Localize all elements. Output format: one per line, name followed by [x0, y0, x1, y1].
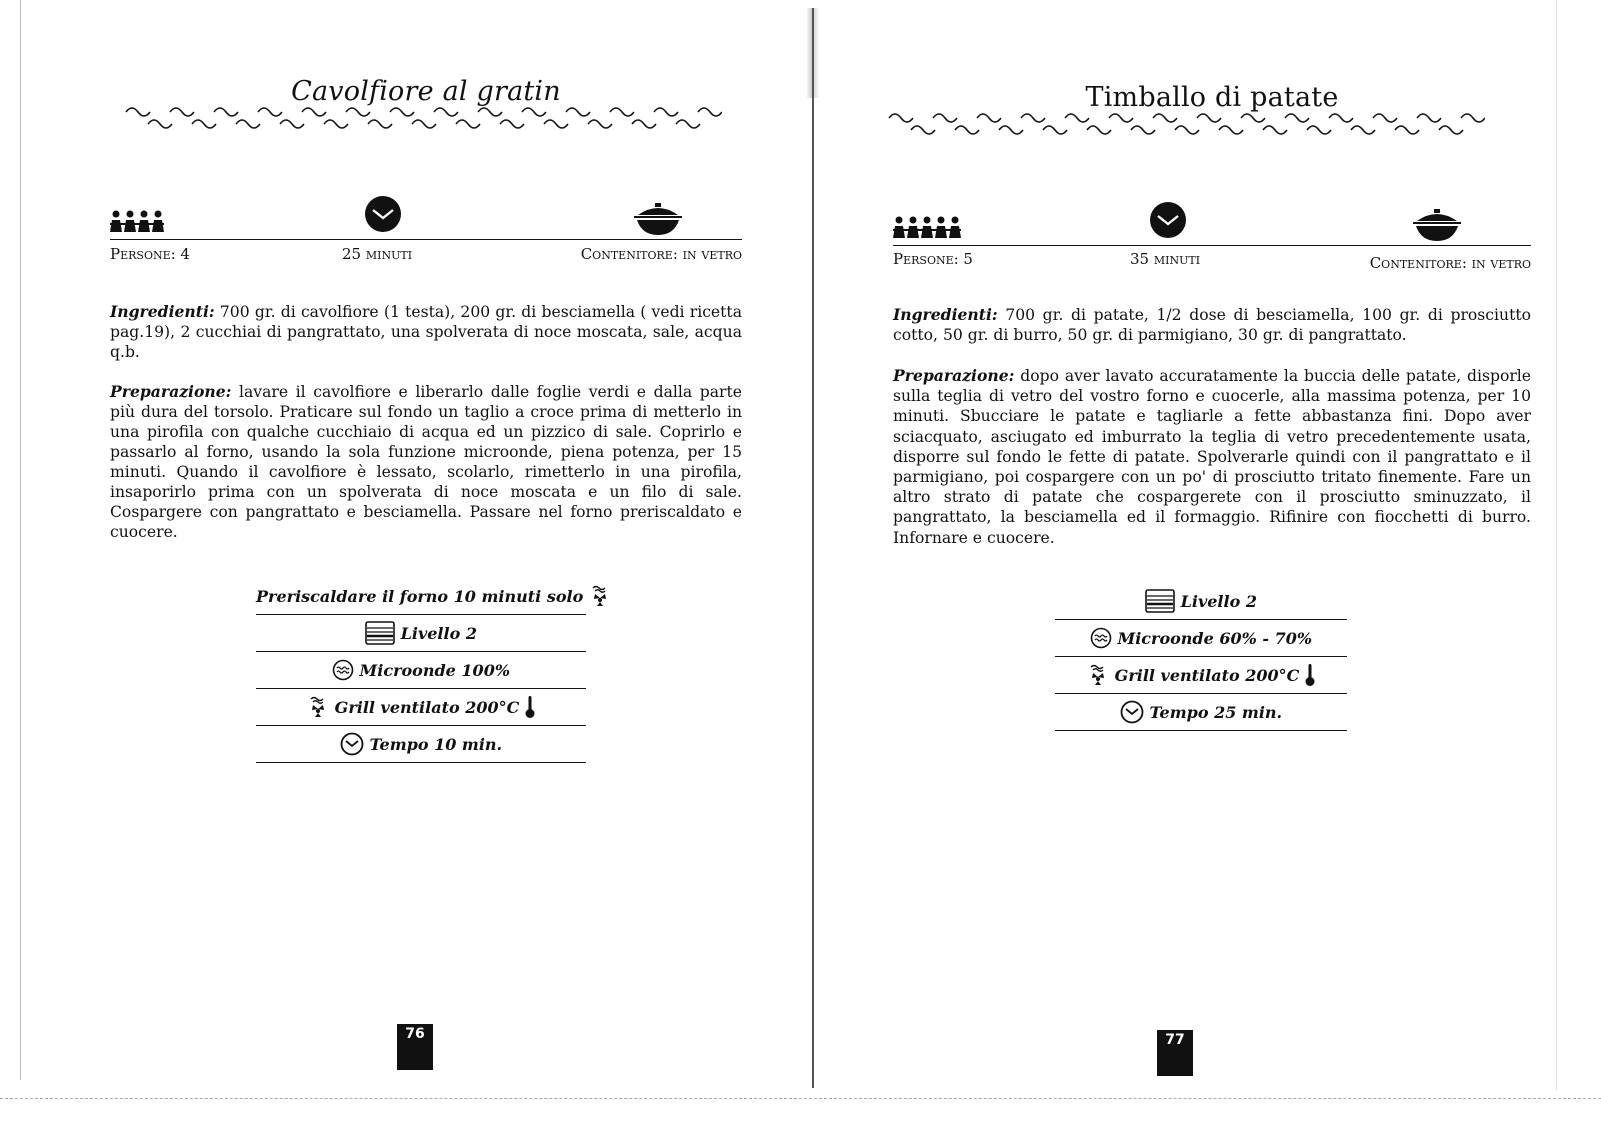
setting-microwave-label: Microonde 60% - 70% — [1117, 629, 1313, 648]
page-number: 76 — [397, 1024, 433, 1070]
ingredients-label: Ingredienti: — [893, 305, 998, 324]
page-number: 77 — [1157, 1030, 1193, 1076]
setting-level-label: Livello 2 — [400, 624, 477, 643]
preparation-label: Preparazione: — [893, 366, 1015, 385]
icons-rule — [110, 239, 742, 240]
oven-level-icon — [1145, 589, 1175, 613]
recipe-icons-row — [893, 198, 1531, 246]
setting-microwave — [256, 652, 586, 689]
ingredients-text: 700 gr. di patate, 1/2 dose di besciamella, 100 gr. di prosciutto cotto, 50 gr. di burro, 50 gr. di parmigiano, 30 gr. di pangrattato. — [893, 306, 1531, 344]
recipe-title: Cavolfiore al gratin — [291, 76, 561, 107]
setting-level — [256, 615, 586, 652]
setting-level — [1055, 583, 1347, 620]
setting-level-label: Livello 2 — [1180, 592, 1257, 611]
ingredients-paragraph — [110, 302, 742, 362]
preheat-row — [256, 580, 586, 615]
servings-label: Persone: 4 — [110, 245, 190, 263]
cooking-settings — [1055, 583, 1347, 731]
preheat-text: Preriscaldare il forno 10 minuti solo — [256, 587, 584, 606]
grill-fan-icon — [1087, 664, 1109, 686]
time-label: 25 minuti — [342, 245, 413, 263]
book-gutter — [812, 8, 814, 1088]
oven-level-icon — [365, 621, 395, 645]
time-label: 35 minuti — [1130, 250, 1201, 268]
preparation-text: lavare il cavolfiore e liberarlo dalle foglie verdi e dalla parte più dura del torsolo. Praticare sul fondo un taglio a croce prima di metterlo in una pirofila con qualche cucchiaio di acqua ed un pizzico di sale. Coprirlo e passarlo al forno, usando la sola funzione microonde, piena potenza, per 15 minuti. Quando il cavolfiore è lessato, scolarlo, rimetterlo in una pirofila, insaporirlo prima con un spolverata di noce moscata e un filo di sale. Cospargere con pangrattato e besciamella. Passare nel forno preriscaldato e cuocere. — [110, 383, 742, 541]
scan-edge-left — [20, 0, 21, 1080]
preparation-label: Preparazione: — [110, 382, 232, 401]
icons-rule — [893, 245, 1531, 246]
setting-grill-label: Grill ventilato 200°C — [334, 698, 520, 717]
thermometer-icon — [525, 695, 535, 719]
preparation-paragraph — [110, 382, 742, 542]
clock-icon — [1148, 200, 1188, 240]
recipe-icons-row — [110, 192, 742, 240]
ingredients-text: 700 gr. di cavolfiore (1 testa), 200 gr. di besciamella ( vedi ricetta pag.19), 2 cucchiai di pangrattato, una spolverata di noce moscata, sale, acqua q.b. — [110, 303, 742, 361]
setting-time-label: Tempo 10 min. — [369, 735, 503, 754]
wave-divider — [885, 106, 1485, 142]
setting-microwave — [1055, 620, 1347, 657]
cooking-settings — [256, 580, 586, 763]
setting-time-label: Tempo 25 min. — [1149, 703, 1283, 722]
pot-icon — [1413, 209, 1461, 241]
setting-time — [256, 726, 586, 763]
microwave-icon — [332, 659, 354, 681]
scan-edge-right — [1556, 0, 1557, 1090]
thermometer-icon — [1305, 663, 1315, 687]
container-label: Contenitore: in vetro — [580, 245, 742, 263]
setting-grill-label: Grill ventilato 200°C — [1114, 666, 1300, 685]
scan-bottom-edge — [0, 1098, 1601, 1100]
clock-outline-icon — [1120, 700, 1144, 724]
setting-grill — [256, 689, 586, 726]
setting-grill — [1055, 657, 1347, 694]
wave-divider — [122, 100, 722, 136]
servings-label: Persone: 5 — [893, 250, 973, 268]
people-icon — [110, 210, 166, 234]
setting-time — [1055, 694, 1347, 731]
preparation-text: dopo aver lavato accuratamente la buccia delle patate, disporle sulla teglia di vetro del vostro forno e cuocerle, alla massima potenza, per 10 minuti. Sbucciare le patate e tagliarle a fette abbastanza fini. Dopo aver sciacquato, asciugato ed imburrato la teglia di vetro precedentemente usata, disporre sul fondo le fette di patate. Spolverarle quindi con il pangrattato e il parmigiano, poi cospargere con un po' di prosciutto tritato finemente. Fare un altro strato di patate che cospargerete con il prosciutto sminuzzato, il pangrattato, la besciamella ed il formaggio. Rifinire con fiocchetti di burro. Infornare e cuocere. — [893, 367, 1531, 547]
ingredients-paragraph — [893, 305, 1531, 345]
container-label: Contenitore: in vetro — [1369, 254, 1531, 272]
clock-outline-icon — [340, 732, 364, 756]
recipe-title: Timballo di patate — [1085, 82, 1339, 113]
preparation-paragraph — [893, 366, 1531, 548]
grill-fan-icon — [307, 696, 329, 718]
people-icon — [893, 216, 963, 240]
clock-icon — [363, 194, 403, 234]
ingredients-label: Ingredienti: — [110, 302, 215, 321]
grill-fan-icon — [589, 585, 611, 607]
setting-microwave-label: Microonde 100% — [359, 661, 511, 680]
pot-icon — [634, 203, 682, 235]
microwave-icon — [1090, 627, 1112, 649]
